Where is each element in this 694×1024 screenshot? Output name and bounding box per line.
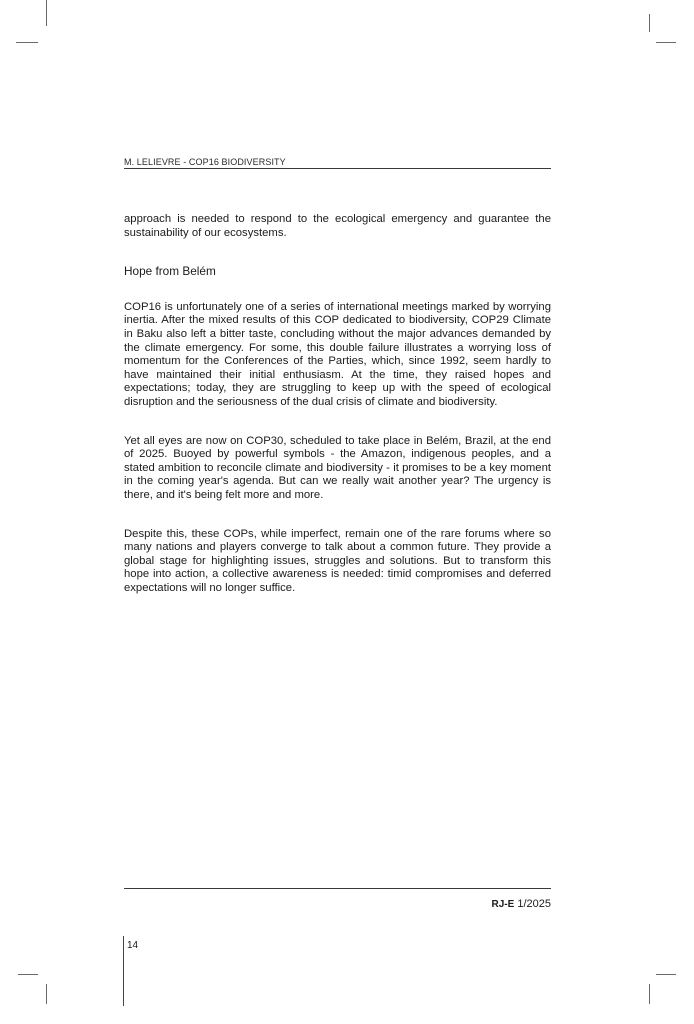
crop-mark [46, 0, 47, 26]
article-body [124, 213, 551, 620]
paragraph: COP16 is unfortunately one of a series of international meetings marked by worrying inertia. After the mixed results of this COP dedicated to biodiversity, COP29 Climate in Baku also left a bitter taste, concluding without the major advances demanded by the climate emergency. For some, this double failure illustrates a worrying loss of momentum for the Conferences of the Parties, which, since 1992, seem hardly to have maintained their initial enthusiasm. At the time, they raised hopes and expectations; today, they are struggling to keep up with the speed of ecological disruption and the seriousness of the dual crisis of climate and biodiversity. [124, 300, 551, 408]
crop-mark [16, 42, 38, 43]
section-heading: Hope from Belém [124, 264, 216, 279]
crop-mark [649, 984, 650, 1004]
journal-issue: 1/2025 [517, 898, 551, 910]
journal-abbrev: RJ-E [491, 899, 515, 910]
page-number: 14 [127, 940, 139, 951]
page-number-rule [123, 936, 124, 1006]
paragraph: approach is needed to respond to the ecological emergency and guarantee the sustainability of our ecosystems. [124, 213, 551, 239]
crop-mark [18, 974, 38, 975]
paragraph: Despite this, these COPs, while imperfect, remain one of the rare forums where so many nations and players converge to talk about a common future. They provide a global stage for highlighting issues, struggles and solutions. But to transform this hope into action, a collective awareness is needed: timid compromises and deferred expectations will no longer suffice. [124, 527, 551, 594]
journal-reference [124, 898, 551, 910]
running-head: M. LELIEVRE - COP16 BIODIVERSITY [124, 157, 551, 169]
footer-divider [124, 888, 551, 889]
crop-mark [656, 42, 676, 43]
paragraph: Yet all eyes are now on COP30, scheduled to take place in Belém, Brazil, at the end of 2025. Buoyed by powerful symbols - the Amazon, indigenous peoples, and a stated ambition to reconcile climate and biodiversity - it promises to be a key moment in the coming year's agenda. But can we really wait another year? The urgency is there, and it's being felt more and more. [124, 434, 551, 501]
crop-mark [649, 14, 650, 32]
crop-mark [656, 974, 676, 975]
crop-mark [46, 984, 47, 1004]
